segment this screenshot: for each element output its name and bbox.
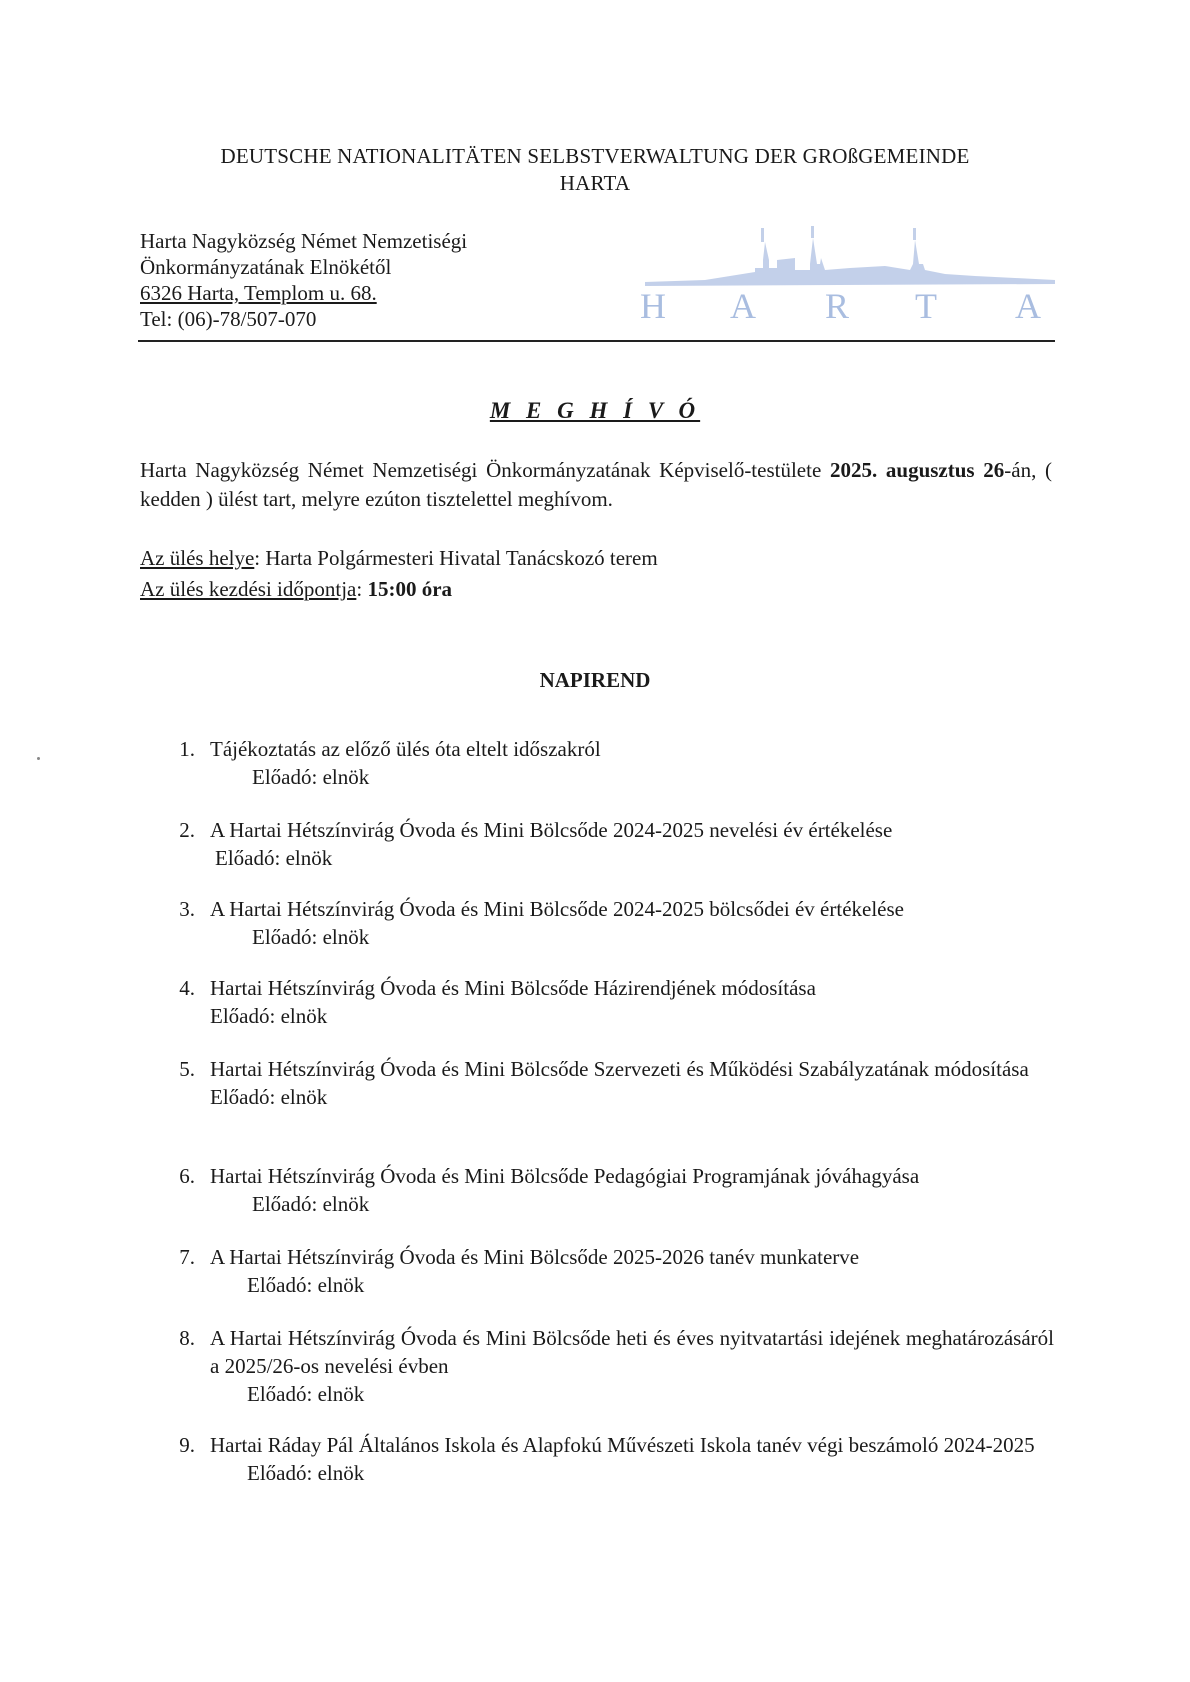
agenda-item bbox=[170, 1055, 1054, 1111]
agenda-item-presenter: Előadó: elnök bbox=[252, 1192, 370, 1216]
agenda-item bbox=[170, 1324, 1054, 1408]
agenda-item-text: Hartai Hétszínvirág Óvoda és Mini Bölcsőde Szervezeti és Működési Szabályzatának módosítása bbox=[210, 1057, 1029, 1081]
logo-letter-a2: A bbox=[1015, 286, 1041, 326]
logo-letter-h: H bbox=[640, 286, 666, 326]
agenda-item-text: Hartai Hétszínvirág Óvoda és Mini Bölcsőde Pedagógiai Programjának jóváhagyása bbox=[210, 1164, 920, 1188]
agenda-item-number: 9. bbox=[179, 1433, 195, 1457]
agenda-item bbox=[170, 1162, 1054, 1218]
sender-line1: Harta Nagyközség Német Nemzetiségi bbox=[140, 229, 468, 253]
agenda-item-number: 2. bbox=[179, 818, 195, 842]
agenda-item bbox=[170, 895, 1054, 951]
agenda-item bbox=[170, 1431, 1054, 1487]
agenda-item-text: A Hartai Hétszínvirág Óvoda és Mini Bölcsőde 2024-2025 bölcsődei év értékelése bbox=[210, 897, 904, 921]
organization-name bbox=[0, 143, 1190, 197]
sender-line2: Önkormányzatának Elnökétől bbox=[140, 255, 392, 279]
invitation-text bbox=[140, 456, 1052, 514]
meeting-start bbox=[140, 577, 452, 602]
logo-letter-r: R bbox=[825, 286, 850, 326]
agenda-item bbox=[170, 735, 1054, 791]
agenda-item-text: A Hartai Hétszínvirág Óvoda és Mini Bölcsőde heti és éves nyitvatartási idejének meghatározásáról a 2025/26-os nevelési évben bbox=[210, 1326, 1054, 1378]
start-label: Az ülés kezdési időpontja bbox=[140, 577, 357, 601]
skyline-graphic bbox=[645, 226, 1055, 286]
agenda-item-presenter: Előadó: elnök bbox=[252, 925, 370, 949]
agenda-item-number: 5. bbox=[179, 1057, 195, 1081]
sender-block bbox=[140, 228, 467, 332]
agenda-heading: NAPIREND bbox=[539, 668, 651, 692]
logo-letter-t: T bbox=[915, 286, 937, 326]
header-divider bbox=[138, 340, 1055, 342]
agenda-item-text: A Hartai Hétszínvirág Óvoda és Mini Bölcsőde 2025-2026 tanév munkaterve bbox=[210, 1245, 860, 1269]
agenda-item-number: 6. bbox=[179, 1164, 195, 1188]
scan-speck bbox=[37, 757, 40, 760]
organization-name-line1: DEUTSCHE NATIONALITÄTEN SELBSTVERWALTUNG DER GROßGEMEINDE bbox=[220, 144, 970, 168]
sender-address: 6326 Harta, Templom u. 68. bbox=[140, 281, 377, 305]
agenda-item-number: 4. bbox=[179, 976, 195, 1000]
start-sep: : bbox=[356, 577, 368, 601]
agenda-item-text: Hartai Hétszínvirág Óvoda és Mini Bölcsőde Házirendjének módosítása bbox=[210, 976, 816, 1000]
logo-letters bbox=[640, 286, 1041, 326]
agenda-item-presenter: Előadó: elnök bbox=[210, 1004, 328, 1028]
agenda-item-presenter: Előadó: elnök bbox=[215, 846, 333, 870]
agenda-item-presenter: Előadó: elnök bbox=[247, 1461, 365, 1485]
agenda-item-text: Tájékoztatás az előző ülés óta eltelt időszakról bbox=[210, 737, 601, 761]
logo-letter-a: A bbox=[730, 286, 756, 326]
invitation-text-a: Harta Nagyközség Német Nemzetiségi Önkormányzatának Képviselő-testülete bbox=[140, 458, 830, 482]
agenda-item-presenter: Előadó: elnök bbox=[247, 1273, 365, 1297]
document-title: M E G H Í V Ó bbox=[489, 398, 701, 423]
meeting-date: 2025. augusztus 26 bbox=[829, 458, 1005, 482]
meeting-venue bbox=[140, 546, 658, 571]
harta-logo bbox=[640, 220, 1055, 330]
agenda-item-text: A Hartai Hétszínvirág Óvoda és Mini Bölcsőde 2024-2025 nevelési év értékelése bbox=[210, 818, 893, 842]
agenda-item-presenter: Előadó: elnök bbox=[210, 1085, 328, 1109]
start-value: 15:00 óra bbox=[367, 577, 453, 601]
invitation-text-b: -án, ( kedden ) ülést tart, melyre ezúton tisztelettel meghívom. bbox=[140, 458, 1052, 511]
agenda-item bbox=[170, 816, 1054, 872]
agenda-item bbox=[170, 974, 1054, 1030]
venue-label: Az ülés helye bbox=[140, 546, 255, 570]
sender-phone: Tel: (06)-78/507-070 bbox=[140, 307, 317, 331]
agenda-item bbox=[170, 1243, 1054, 1299]
agenda-item-number: 3. bbox=[179, 897, 195, 921]
venue-value: : Harta Polgármesteri Hivatal Tanácskozó terem bbox=[254, 546, 658, 570]
agenda-item-number: 8. bbox=[179, 1326, 195, 1350]
organization-name-line2: HARTA bbox=[559, 171, 631, 195]
agenda-item-number: 7. bbox=[179, 1245, 195, 1269]
agenda-item-text: Hartai Ráday Pál Általános Iskola és Alapfokú Művészeti Iskola tanév végi beszámoló 2024-2025 bbox=[210, 1433, 1035, 1457]
agenda-item-number: 1. bbox=[179, 737, 195, 761]
agenda-item-presenter: Előadó: elnök bbox=[252, 765, 370, 789]
agenda-item-presenter: Előadó: elnök bbox=[247, 1382, 365, 1406]
